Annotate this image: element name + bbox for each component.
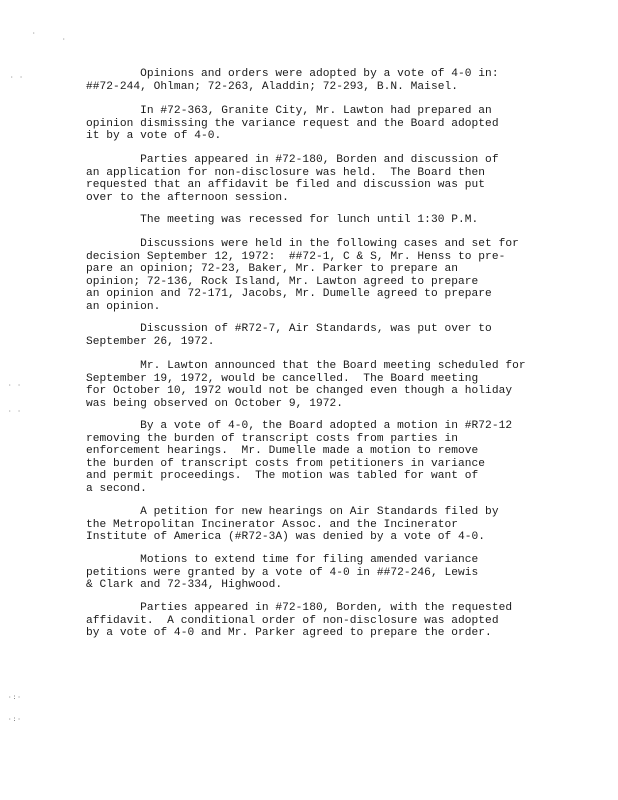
scan-speck: · · (8, 408, 22, 415)
text-line: decision September 12, 1972: ##72-1, C & S, Mr. Henss to pre- (86, 250, 506, 263)
text-line: by a vote of 4-0 and Mr. Parker agreed to prepare the order. (86, 627, 492, 640)
text-line: and permit proceedings. The motion was tabled for want of (86, 470, 479, 483)
scan-speck: ·:· (8, 716, 22, 723)
paragraph-transcript-costs (86, 420, 546, 496)
text-line: it by a vote of 4-0. (86, 130, 222, 143)
text-line: enforcement hearings. Mr. Dumelle made a motion to remove (86, 445, 479, 458)
text-line: affidavit. A conditional order of non-disclosure was adopted (86, 614, 499, 627)
text-line: pare an opinion; 72-23, Baker, Mr. Parker to prepare an (86, 263, 458, 276)
text-line: Institute of America (#R72-3A) was denied by a vote of 4-0. (86, 531, 486, 544)
paragraph-discussions-held (86, 238, 546, 314)
paragraph-borden-affidavit (86, 602, 546, 640)
scan-speck: · (32, 30, 37, 37)
paragraph-meeting-cancelled (86, 360, 546, 410)
paragraph-lunch-recess (86, 214, 546, 227)
text-line: an opinion. (86, 300, 161, 313)
text-line: the Metropolitan Incinerator Assoc. and the Incinerator (86, 518, 458, 531)
paragraph-granite-city (86, 105, 546, 143)
paragraph-air-standards (86, 323, 546, 348)
text-line: opinion dismissing the variance request and the Board adopted (86, 117, 499, 130)
scan-speck: · · (8, 382, 22, 389)
text-line: Mr. Lawton announced that the Board meeting scheduled for (86, 360, 526, 372)
text-line: petitions were granted by a vote of 4-0 in ##72-246, Lewis (86, 566, 479, 579)
scan-speck: · (62, 36, 67, 43)
text-line: the burden of transcript costs from petitioners in variance (86, 457, 486, 470)
scan-speck: ·:· (8, 694, 22, 701)
text-line: an opinion and 72-171, Jacobs, Mr. Dumelle agreed to prepare (86, 288, 492, 301)
text-line: was being observed on October 9, 1972. (86, 397, 344, 410)
text-line: Motions to extend time for filing amended variance (86, 554, 479, 566)
text-line: In #72-363, Granite City, Mr. Lawton had prepared an (86, 105, 492, 117)
text-line: ##72-244, Ohlman; 72-263, Aladdin; 72-293, B.N. Maisel. (86, 80, 458, 93)
text-line: Discussions were held in the following cases and set for (86, 238, 519, 250)
paragraph-extend-time (86, 554, 546, 592)
text-line: September 26, 1972. (86, 335, 215, 348)
text-line: The meeting was recessed for lunch until 1:30 P.M. (86, 214, 479, 226)
text-line: removing the burden of transcript costs from parties in (86, 432, 458, 445)
text-line: Discussion of #R72-7, Air Standards, was put over to (86, 323, 492, 335)
text-line: & Clark and 72-334, Highwood. (86, 579, 283, 592)
paragraph-opinions-adopted (86, 68, 546, 93)
paragraph-borden-discussion (86, 154, 546, 204)
text-line: Parties appeared in #72-180, Borden, with the requested (86, 602, 513, 614)
text-line: for October 10, 1972 would not be changed even though a holiday (86, 385, 513, 398)
text-line: September 19, 1972, would be cancelled. The Board meeting (86, 372, 479, 385)
text-line: Opinions and orders were adopted by a vote of 4-0 in: (86, 68, 499, 80)
paragraph-petition-denied (86, 506, 546, 544)
text-line: A petition for new hearings on Air Standards filed by (86, 506, 499, 518)
text-line: Parties appeared in #72-180, Borden and discussion of (86, 154, 499, 166)
text-line: requested that an affidavit be filed and discussion was put (86, 179, 486, 192)
text-line: a second. (86, 482, 147, 495)
text-line: By a vote of 4-0, the Board adopted a motion in #R72-12 (86, 420, 513, 432)
scan-speck: · · (10, 74, 24, 81)
text-line: an application for non-disclosure was held. The Board then (86, 166, 486, 179)
text-line: opinion; 72-136, Rock Island, Mr. Lawton agreed to prepare (86, 275, 479, 288)
text-line: over to the afternoon session. (86, 191, 289, 204)
